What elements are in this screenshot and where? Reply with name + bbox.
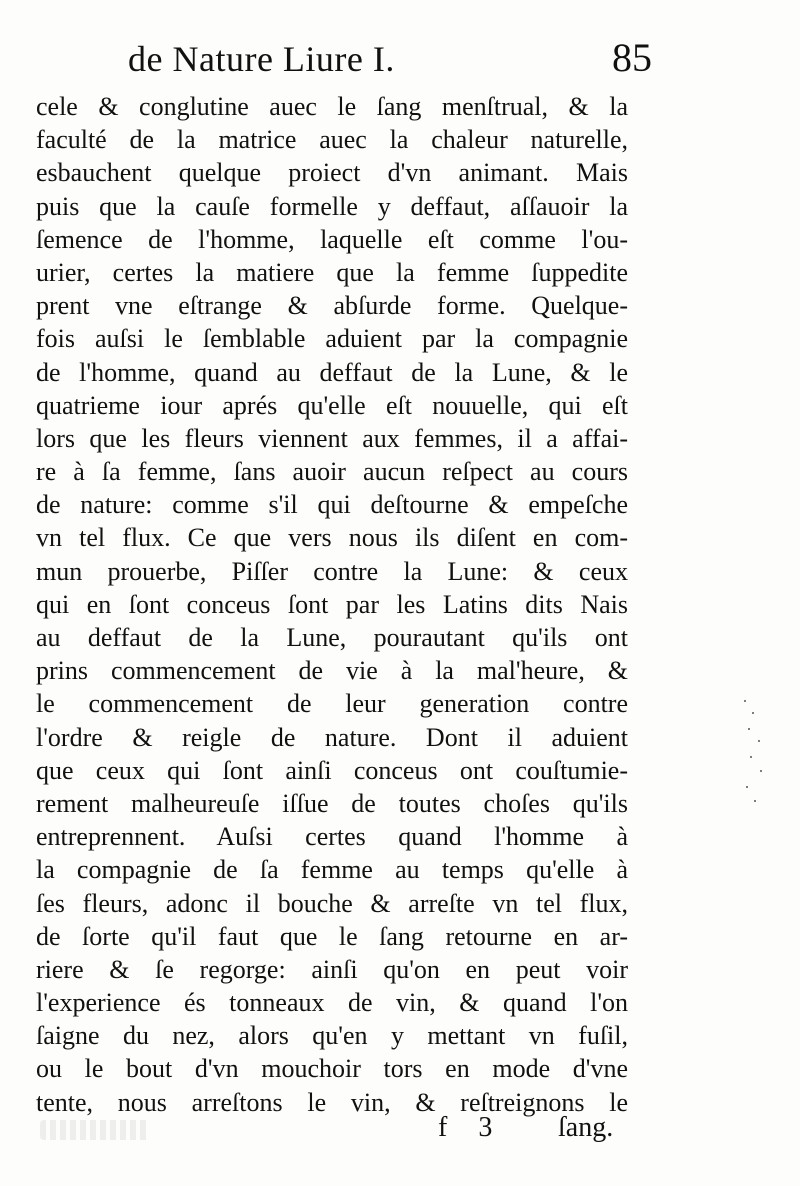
text-line: entreprennent. Auſsi certes quand l'homme à bbox=[36, 822, 628, 852]
text-line: vn tel flux. Ce que vers nous ils diſent en com- bbox=[36, 523, 628, 553]
speck bbox=[760, 770, 762, 772]
speck bbox=[758, 740, 760, 742]
text-line: urier, certes la matiere que la femme ſuppedite bbox=[36, 257, 628, 287]
speck bbox=[752, 712, 754, 714]
text-line: ou le bout d'vn mouchoir tors en mode d'vne bbox=[36, 1054, 628, 1084]
text-line: lors que les fleurs viennent aux femmes, il a affai- bbox=[36, 423, 628, 453]
text-line: de nature: comme s'il qui deſtourne & empeſche bbox=[36, 490, 628, 520]
text-line: riere & ſe regorge: ainſi qu'on en peut voir bbox=[36, 954, 628, 984]
running-head: de Nature Liure I. bbox=[128, 39, 395, 79]
catchword: ſang. bbox=[558, 1112, 614, 1143]
text-line: faculté de la matrice auec la chaleur naturelle, bbox=[36, 125, 628, 155]
signature-mark: f 3 bbox=[438, 1112, 505, 1143]
text-line: fois auſsi le ſemblable aduient par la compagnie bbox=[36, 324, 628, 354]
text-line: le commencement de leur generation contre bbox=[36, 689, 628, 719]
text-line: la compagnie de ſa femme au temps qu'elle à bbox=[36, 855, 628, 885]
text-line: qui en ſont conceus ſont par les Latins dits Nais bbox=[36, 589, 628, 619]
page-header bbox=[0, 35, 800, 98]
speck bbox=[744, 700, 746, 702]
text-line: de l'homme, quand au deffaut de la Lune, & le bbox=[36, 357, 628, 387]
text-line: ſemence de l'homme, laquelle eſt comme l'ou- bbox=[36, 224, 628, 254]
text-line: tente, nous arreſtons le vin, & reſtreignons le bbox=[36, 1087, 628, 1117]
speck bbox=[754, 800, 756, 802]
text-line: esbauchent quelque proiect d'vn animant. Mais bbox=[36, 158, 628, 188]
text-line: l'ordre & reigle de nature. Dont il aduient bbox=[36, 722, 628, 752]
text-line: l'experience és tonneaux de vin, & quand l'on bbox=[36, 988, 628, 1018]
speck bbox=[746, 786, 748, 788]
page-footer bbox=[0, 1112, 800, 1152]
text-line: quatrieme iour aprés qu'elle eſt nouuelle, qui eſt bbox=[36, 390, 628, 420]
text-line: au deffaut de la Lune, pourautant qu'ils ont bbox=[36, 623, 628, 652]
text-line: puis que la cauſe formelle y deffaut, aſſauoir la bbox=[36, 191, 628, 221]
text-line: rement malheureuſe iſſue de toutes choſes qu'ils bbox=[36, 788, 628, 818]
text-line: ſaigne du nez, alors qu'en y mettant vn fuſil, bbox=[36, 1021, 628, 1051]
text-line: re à ſa femme, ſans auoir aucun reſpect au cours bbox=[36, 457, 628, 487]
text-line: prins commencement de vie à la mal'heure, & bbox=[36, 656, 628, 686]
speck bbox=[750, 756, 752, 758]
margin-specks bbox=[740, 690, 770, 810]
page-number: 85 bbox=[612, 35, 652, 80]
speck bbox=[748, 728, 750, 730]
text-line: mun prouerbe, Piſſer contre la Lune: & ceux bbox=[36, 556, 628, 586]
body-text bbox=[36, 90, 628, 1119]
text-line: cele & conglutine auec le ſang menſtrual, & la bbox=[36, 92, 628, 121]
text-line: que ceux qui ſont ainſi conceus ont couſtumie- bbox=[36, 755, 628, 785]
text-line: prent vne eſtrange & abſurde forme. Quelque- bbox=[36, 291, 628, 321]
text-line: ſes fleurs, adonc il bouche & arreſte vn tel flux, bbox=[36, 888, 628, 918]
text-line: de ſorte qu'il faut que le ſang retourne en ar- bbox=[36, 921, 628, 951]
